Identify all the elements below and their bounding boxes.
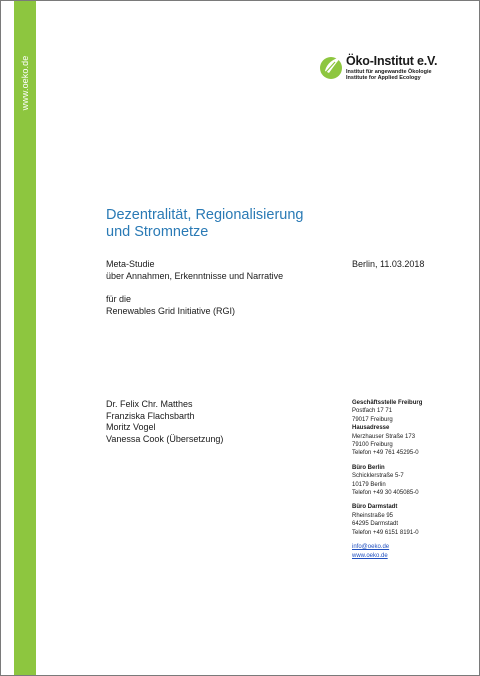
darmstadt-street: Rheinstraße 95 (352, 512, 394, 519)
study-subtitle: über Annahmen, Erkenntnisse und Narrative (106, 270, 284, 281)
side-url: www.oeko.de (20, 55, 30, 111)
logo-subtitle-de: Institut für angewandte Ökologie (346, 69, 432, 75)
author: Franziska Flachsbarth (106, 410, 195, 421)
logo-subtitle-en: Institute for Applied Ecology (346, 75, 421, 81)
author: Moritz Vogel (106, 422, 156, 433)
office-heading-darmstadt: Büro Darmstadt (352, 504, 398, 511)
author-list (106, 399, 223, 446)
website-link[interactable]: www.oeko.de (352, 552, 388, 559)
study-type: Meta-Studie (106, 259, 155, 269)
office-heading-berlin: Büro Berlin (352, 464, 385, 471)
freiburg-phone: Telefon +49 761 45295-0 (352, 450, 419, 457)
document-date: Berlin, 11.03.2018 (352, 259, 425, 269)
berlin-city: 10179 Berlin (352, 481, 386, 488)
darmstadt-city: 64295 Darmstadt (352, 521, 399, 528)
contact-block (352, 399, 422, 560)
study-description (106, 259, 283, 282)
leaf-logo-icon (319, 53, 345, 81)
author: Dr. Felix Chr. Matthes (106, 399, 193, 409)
client-block (106, 294, 235, 317)
author: Vanessa Cook (Übersetzung) (106, 434, 224, 445)
client-label: für die (106, 294, 132, 304)
title-line-2: und Stromnetze (106, 224, 209, 240)
email-link[interactable]: info@oeko.de (352, 544, 390, 551)
office-heading-freiburg: Geschäftsstelle Freiburg (352, 400, 423, 406)
oeko-institut-logo (319, 53, 449, 87)
document-title (106, 207, 303, 241)
berlin-street: Schicklerstraße 5-7 (352, 473, 404, 480)
darmstadt-phone: Telefon +49 6151 8191-0 (352, 529, 419, 536)
client-name: Renewables Grid Initiative (RGI) (106, 305, 236, 316)
title-line-1: Dezentralität, Regionalisierung (106, 207, 304, 223)
freiburg-postfach: Postfach 17 71 (352, 408, 393, 415)
hausadresse-label: Hausadresse (352, 425, 390, 432)
freiburg-postfach-city: 79017 Freiburg (352, 416, 393, 423)
freiburg-street-city: 79100 Freiburg (352, 442, 393, 449)
berlin-phone: Telefon +49 30 405085-0 (352, 490, 419, 497)
logo-name: Öko-Institut e.V. (346, 54, 438, 68)
freiburg-street: Merzhauser Straße 173 (352, 433, 416, 440)
